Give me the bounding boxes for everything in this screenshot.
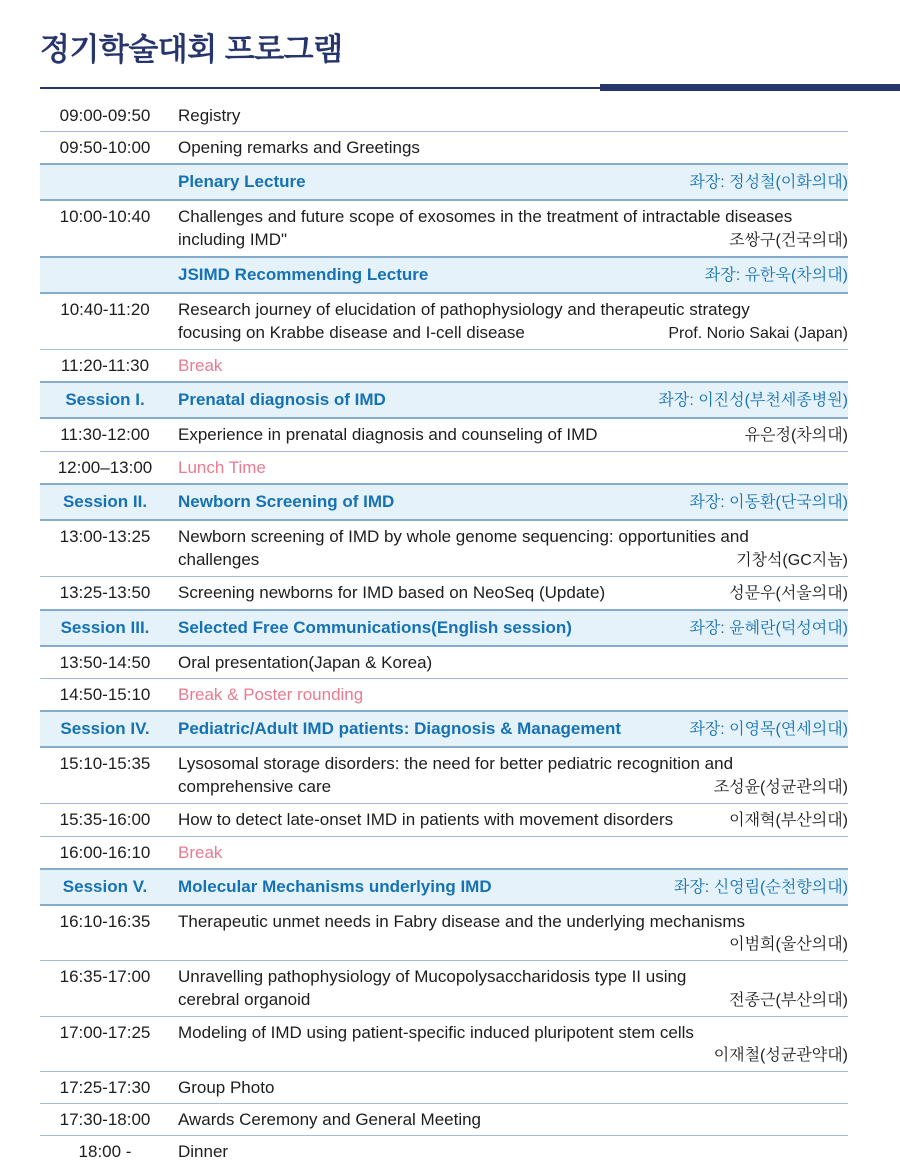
schedule-row [40,451,848,483]
schedule-row [40,294,848,349]
content-cell [170,1021,848,1067]
header-rule-thick-bar [600,84,900,91]
session-label: Session III. [60,618,150,637]
content-line [178,651,848,674]
schedule-row [40,1071,848,1103]
content-line [178,752,848,775]
schedule-row [40,1103,848,1135]
header-rule-thin-line [40,87,600,89]
content-line [178,423,848,447]
schedule-row [40,1016,848,1071]
content-line [178,1108,848,1131]
session-header-row [40,381,848,419]
session-chair: 좌장: 이영목(연세의대) [689,721,848,738]
content-line [178,1044,848,1067]
session-header-row [40,868,848,906]
content-cell [170,136,848,159]
speaker-name: 성문우(서울의대) [729,585,848,602]
content-line [178,525,848,548]
content-line [178,354,848,377]
session-chair: 좌장: 신영림(순천향의대) [673,879,848,896]
content-cell [170,965,848,1012]
content-line [178,205,848,228]
time-cell: 13:50-14:50 [59,653,151,672]
time-cell: 13:25-13:50 [59,583,151,602]
time-cell: 18:00 - [78,1142,132,1161]
content-line [178,136,848,159]
session-title: Plenary Lecture [178,172,306,191]
session-line [178,875,848,899]
header-rule [40,84,900,91]
content-cell [170,354,848,377]
session-line [178,170,848,194]
content-line [178,228,848,252]
content-line [178,841,848,864]
talk-title: Newborn screening of IMD by whole genome sequencing: opportunities and [178,527,749,546]
session-label: Session I. [65,390,145,409]
talk-title: Screening newborns for IMD based on NeoSeq (Update) [178,583,606,602]
time-cell: 15:10-15:35 [59,754,151,773]
time-cell: 14:50-15:10 [59,685,151,704]
content-cell [170,388,848,412]
time-cell: 16:35-17:00 [59,967,151,986]
session-chair: 좌장: 정성철(이화의대) [689,174,848,191]
schedule-row [40,131,848,163]
session-title: Newborn Screening of IMD [178,492,395,511]
session-title: Molecular Mechanisms underlying IMD [178,877,492,896]
page-title: 정기학술대회 프로그램 [40,32,343,67]
content-cell [170,752,848,799]
talk-title: comprehensive care [178,777,332,796]
talk-title: Dinner [178,1142,229,1161]
time-cell: 10:40-11:20 [60,300,150,319]
content-cell [170,581,848,605]
session-label: Session V. [62,877,148,896]
time-cell: 15:35-16:00 [59,810,151,829]
talk-title: including IMD" [178,230,288,249]
speaker-name: 이재혁(부산의대) [729,812,848,829]
content-cell [170,170,848,194]
speaker-name: 이재철(성균관약대) [713,1047,848,1064]
speaker-name: 조성윤(성균관의대) [713,779,848,796]
content-line [178,775,848,799]
time-cell: 11:30-12:00 [60,425,150,444]
content-cell [170,104,848,127]
schedule-row [40,100,848,131]
time-cell: 17:00-17:25 [59,1023,151,1042]
speaker-name: 기창석(GC지놈) [736,552,848,569]
speaker-name: Prof. Norio Sakai (Japan) [668,325,848,342]
schedule-row [40,678,848,710]
schedule-row [40,748,848,803]
session-header-row [40,256,848,294]
schedule-row [40,836,848,868]
break-label: Lunch Time [178,458,266,477]
schedule-row [40,960,848,1016]
program-schedule-table [40,100,848,1167]
session-header-row [40,483,848,521]
session-label: Session II. [62,492,148,511]
session-chair: 좌장: 윤혜란(덕성여대) [689,620,848,637]
content-cell [170,1108,848,1131]
content-cell [170,910,848,956]
content-line [178,808,848,832]
schedule-row [40,349,848,381]
session-header-row [40,609,848,647]
talk-title: Challenges and future scope of exosomes in the treatment of intractable diseases [178,207,793,226]
content-cell [170,298,848,345]
schedule-row [40,521,848,576]
schedule-row [40,419,848,451]
break-label: Break & Poster rounding [178,685,364,704]
content-cell [170,683,848,706]
talk-title: focusing on Krabbe disease and I-cell disease [178,323,525,342]
content-cell [170,456,848,479]
session-label: Session IV. [60,719,150,738]
talk-title: Awards Ceremony and General Meeting [178,1110,482,1129]
session-chair: 좌장: 유한욱(차의대) [704,267,848,284]
session-line [178,717,848,741]
talk-title: Lysosomal storage disorders: the need for better pediatric recognition and [178,754,734,773]
content-cell [170,651,848,674]
session-chair: 좌장: 이진성(부천세종병원) [658,392,848,409]
content-line [178,1076,848,1099]
time-cell: 09:50-10:00 [59,138,151,157]
talk-title: Oral presentation(Japan & Korea) [178,653,433,672]
content-cell [170,1140,848,1163]
content-line [178,965,848,988]
talk-title: How to detect late-onset IMD in patients with movement disorders [178,810,674,829]
content-cell [170,490,848,514]
schedule-row [40,576,848,609]
content-line [178,683,848,706]
schedule-row [40,803,848,836]
time-cell: 12:00–13:00 [57,458,153,477]
session-title: JSIMD Recommending Lecture [178,265,429,284]
talk-title: Unravelling pathophysiology of Mucopolysaccharidosis type II using [178,967,687,986]
talk-title: Group Photo [178,1078,275,1097]
content-cell [170,423,848,447]
content-cell [170,717,848,741]
talk-title: cerebral organoid [178,990,311,1009]
session-header-row [40,163,848,201]
content-line [178,104,848,127]
talk-title: Registry [178,106,241,125]
time-cell: 17:30-18:00 [59,1110,151,1129]
talk-title: challenges [178,550,260,569]
content-cell [170,616,848,640]
content-line [178,1140,848,1163]
talk-title: Therapeutic unmet needs in Fabry disease and the underlying mechanisms [178,912,745,931]
content-line [178,321,848,345]
content-cell [170,205,848,252]
schedule-row [40,647,848,678]
content-cell [170,875,848,899]
time-cell: 17:25-17:30 [59,1078,151,1097]
session-title: Prenatal diagnosis of IMD [178,390,386,409]
content-line [178,933,848,956]
content-cell [170,1076,848,1099]
speaker-name: 이범희(울산의대) [729,936,848,953]
talk-title: Modeling of IMD using patient-specific induced pluripotent stem cells [178,1023,694,1042]
speaker-name: 전종근(부산의대) [729,992,848,1009]
content-line [178,910,848,933]
content-cell [170,808,848,832]
schedule-row [40,1135,848,1167]
speaker-name: 유은정(차의대) [744,427,848,444]
schedule-row [40,906,848,960]
session-line [178,388,848,412]
content-line [178,1021,848,1044]
break-label: Break [178,843,223,862]
session-line [178,490,848,514]
time-cell: 13:00-13:25 [59,527,151,546]
content-line [178,581,848,605]
schedule-row [40,201,848,256]
session-title: Selected Free Communications(English session) [178,618,572,637]
talk-title: Research journey of elucidation of pathophysiology and therapeutic strategy [178,300,750,319]
content-line [178,988,848,1012]
time-cell: 09:00-09:50 [59,106,151,125]
speaker-name: 조쌍구(건국의대) [729,232,848,249]
session-title: Pediatric/Adult IMD patients: Diagnosis & Management [178,719,622,738]
content-line [178,456,848,479]
session-header-row [40,710,848,748]
talk-title: Experience in prenatal diagnosis and counseling of IMD [178,425,598,444]
time-cell: 16:00-16:10 [59,843,151,862]
content-cell [170,263,848,287]
session-chair: 좌장: 이동환(단국의대) [689,494,848,511]
session-line [178,263,848,287]
talk-title: Opening remarks and Greetings [178,138,420,157]
time-cell: 16:10-16:35 [59,912,151,931]
content-line [178,298,848,321]
break-label: Break [178,356,223,375]
time-cell: 11:20-11:30 [60,356,150,375]
time-cell: 10:00-10:40 [59,207,151,226]
content-cell [170,841,848,864]
content-line [178,548,848,572]
content-cell [170,525,848,572]
session-line [178,616,848,640]
